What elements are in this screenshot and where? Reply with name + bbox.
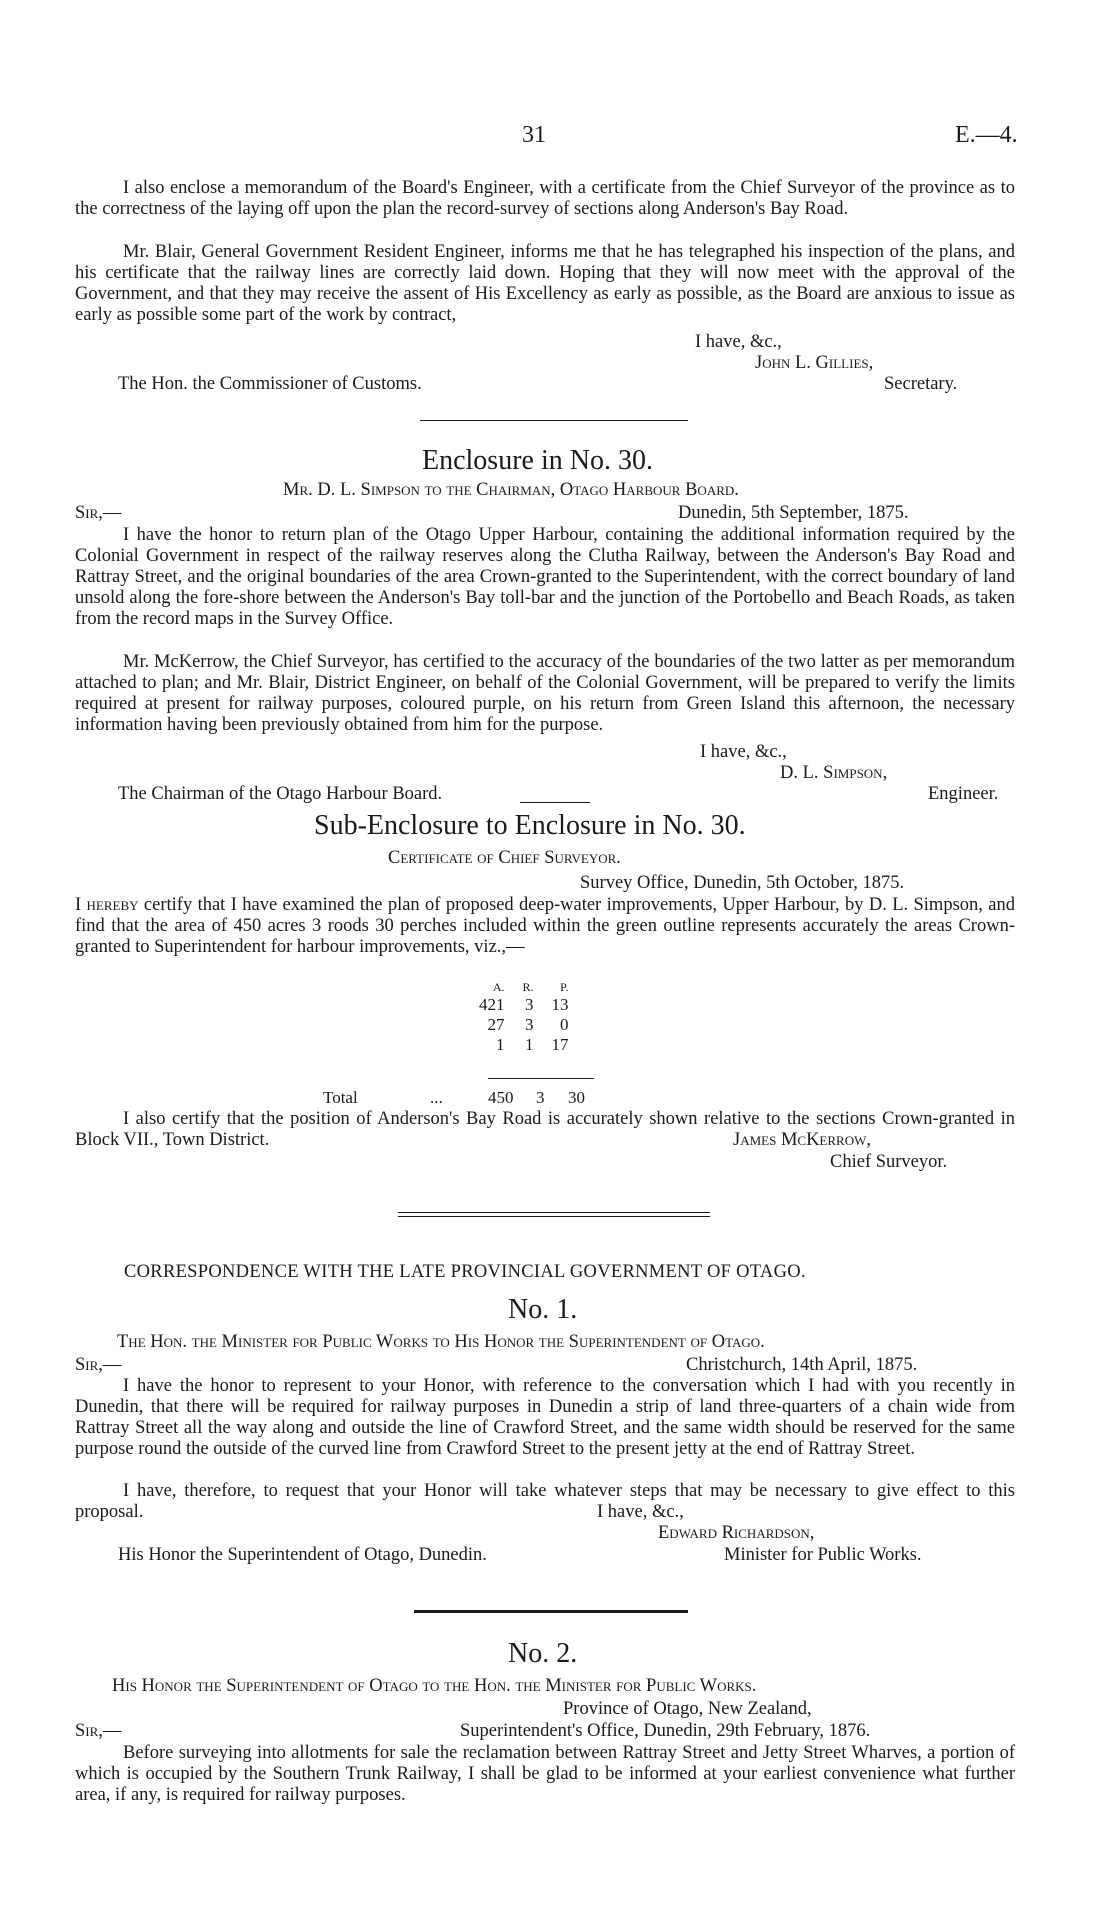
correspondence-heading: CORRESPONDENCE WITH THE LATE PROVINCIAL GOVERNMENT OF OTAGO. <box>124 1262 806 1282</box>
enclosure-from-to: Mr. D. L. Simpson to the Chairman, Otago Harbour Board. <box>283 480 739 500</box>
lead-words: I hereby <box>75 895 139 915</box>
no1-date: Christchurch, 14th April, 1875. <box>686 1355 918 1375</box>
page-number: 31 <box>522 122 546 148</box>
subenclosure-signer: James McKerrow, <box>727 1130 871 1151</box>
letter-addressee: The Hon. the Commissioner of Customs. <box>118 374 422 394</box>
table-row: 27 3 0 <box>487 1015 569 1034</box>
no1-paragraph-2: I have, therefore, to request that your Honor will take whatever steps that may be necessary to give effect to this proposal. <box>75 1481 1015 1522</box>
section-divider-double-top <box>398 1212 710 1213</box>
subenclosure-heading: Sub-Enclosure to Enclosure in No. 30. <box>314 810 746 841</box>
letter-paragraph-1: I also enclose a memorandum of the Board's Engineer, with a certificate from the Chief Surveyor of the province as to the correctness of the laying off upon the plan the record-survey of sections along Anderson's Bay Road. <box>75 178 1015 219</box>
enclosure-heading: Enclosure in No. 30. <box>422 445 653 476</box>
no2-paragraph-1: Before surveying into allotments for sale the reclamation between Rattray Street and Jetty Street Wharves, a portion of which is occupied by the Southern Trunk Railway, I shall be glad to be informed at your earliest convenience what further area, if any, is required for railway purposes. <box>75 1743 1015 1805</box>
no1-paragraph-1: I have the honor to represent to your Honor, with reference to the conversation which I had with you recently in Dunedin, that there will be required for railway purposes in Dunedin a strip of land three-quarters of a chain wide from Rattray Street all the way along and outside the line of Crawford Street, and the same width should be reserved for the same purpose round the outside of the curved line from Crawford Street to the present jetty at the end of Rattray Street. <box>75 1376 1015 1459</box>
subenclosure-paragraph-2: I also certify that the position of Anderson's Bay Road is accurately shown relative to the sections Crown-granted in Block VII., Town District. <box>75 1109 1015 1150</box>
subenclosure-paragraph-1 <box>75 895 1015 958</box>
total-label: Total <box>323 1088 358 1107</box>
no1-signer: Edward Richardson, <box>658 1523 815 1543</box>
letter-closing: I have, &c., <box>695 332 782 352</box>
letter-paragraph-2: Mr. Blair, General Government Resident Engineer, informs me that he has telegraphed his inspection of the plans, and his certificate that the railway lines are correctly laid down. Hoping that they will now meet with the approval of the Government, and that they may receive the assent of His Excellency as early as possible, as the Board are anxious to issue as early as possible some part of the work by contract, <box>75 242 1015 325</box>
total-dots: ... <box>430 1088 443 1107</box>
table-row: 421 3 13 <box>479 995 569 1014</box>
no2-place: Province of Otago, New Zealand, <box>563 1699 812 1719</box>
col-perches: P. <box>560 980 569 994</box>
subenclosure-signer-title: Chief Surveyor. <box>830 1152 948 1172</box>
no2-from-to: His Honor the Superintendent of Otago to the Hon. the Minister for Public Works. <box>112 1676 757 1696</box>
total-acres: 450 <box>488 1088 514 1107</box>
no1-addressee: His Honor the Superintendent of Otago, Dunedin. <box>118 1545 487 1565</box>
col-roods: R. <box>522 980 534 994</box>
total-rule <box>488 1078 594 1079</box>
thick-divider <box>414 1610 688 1613</box>
no1-salutation: Sir,— <box>75 1355 122 1375</box>
subenclosure-date: Survey Office, Dunedin, 5th October, 1875. <box>580 873 905 893</box>
enclosure-salutation: Sir,— <box>75 503 122 523</box>
total-perches: 30 <box>568 1088 585 1107</box>
total-roods: 3 <box>536 1088 545 1107</box>
enclosure-signer-title: Engineer. <box>928 784 999 804</box>
no2-heading: No. 2. <box>508 1638 578 1669</box>
no1-heading: No. 1. <box>508 1294 578 1325</box>
col-acres: A. <box>492 980 505 994</box>
enclosure-addressee: The Chairman of the Otago Harbour Board. <box>118 784 443 804</box>
table-row: 1 1 17 <box>496 1035 569 1054</box>
document-reference: E.—4. <box>955 122 1018 148</box>
enclosure-date: Dunedin, 5th September, 1875. <box>678 503 909 523</box>
enclosure-signer: D. L. Simpson, <box>780 763 888 783</box>
certificate-text: certify that I have examined the plan of proposed deep-water improvements, Upper Harbour, by D. L. Simpson, and find that the area of 450 acres 3 roods 30 perches included within the green outline represents accurately the areas Crown-granted to Superintendent for harbour improvements, viz.,— <box>75 895 1015 957</box>
enclosure-paragraph-1: I have the honor to return plan of the Otago Upper Harbour, containing the additional information required by the Colonial Government in respect of the railway reserves along the Clutha Railway, between the Anderson's Bay Road and Rattray Street, and the original boundaries of the area Crown-granted to the Superintendent, with the correct boundary of land unsold along the fore-shore between the Anderson's Bay toll-bar and the junction of the Portobello and Beach Roads, as taken from the record maps in the Survey Office. <box>75 525 1015 629</box>
short-divider <box>520 802 590 803</box>
no1-closing: I have, &c., <box>591 1502 684 1523</box>
no2-date: Superintendent's Office, Dunedin, 29th February, 1876. <box>460 1721 871 1741</box>
enclosure-closing: I have, &c., <box>700 742 787 762</box>
subenclosure-subheading: Certificate of Chief Surveyor. <box>388 848 621 868</box>
no1-signer-title: Minister for Public Works. <box>724 1545 922 1565</box>
section-divider-double-bottom <box>398 1216 710 1217</box>
no1-from-to: The Hon. the Minister for Public Works to His Honor the Superintendent of Otago. <box>117 1332 765 1352</box>
area-table <box>475 980 573 1055</box>
letter-signer-title: Secretary. <box>884 374 958 394</box>
letter-signer: John L. Gillies, <box>755 353 874 373</box>
no2-salutation: Sir,— <box>75 1721 122 1741</box>
enclosure-paragraph-2: Mr. McKerrow, the Chief Surveyor, has certified to the accuracy of the boundaries of the two latter as per memorandum attached to plan; and Mr. Blair, District Engineer, on behalf of the Colonial Government, will be prepared to verify the limits required at present for railway purposes, coloured purple, on his return from Green Island this afternoon, the necessary information having been previously obtained from him for the purpose. <box>75 652 1015 735</box>
section-divider <box>420 420 688 421</box>
